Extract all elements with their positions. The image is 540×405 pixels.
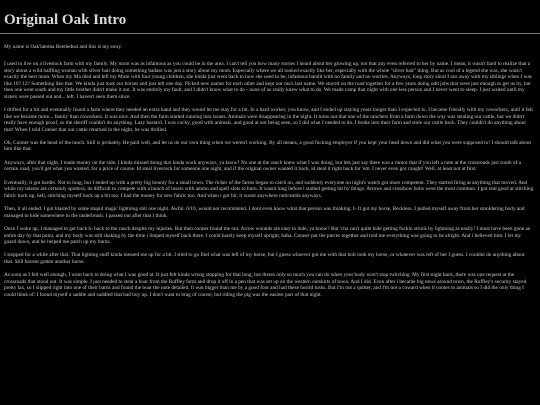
story-body [0, 34, 540, 298]
page-title: Original Oak Intro [4, 12, 127, 28]
story-paragraph: Then, it all ended. I got blasted by some stupid magic lightning shit one night. Awful. 0/10, would not recommend. I dont even know what that person was thinking. I- It got my horse, Reckless. I pulled myself away from her smoldering body and managed to hide somewhere in the underbrush. I passed out after that I think. [4, 206, 525, 219]
story-paragraph: I drifted for a bit and eventually found a farm where they needed an extra hand and they would let me stay for a bit. In a hard worker, you know, and I ended up staying years longer than I expected to. I became friendly with my coworkers, until it felt like we became more... family than coworkers. It was nice. And then the farm started running into issues. Animals were disappearing in the night. It turns out that one of the ranchers from a farm down the way was stealing our cattle, but we didn't really have enough proof, so the sheriff couldn't do anything. Lazy bastard. I was cocky, good with animals, and good at not being seen, so I did what I needed to do. I broke into their farm and stole our cattle back. They couldn't do anything about that! When I told Conner that our cattle returned in the night, he was thrilled. [4, 107, 533, 133]
story-paragraph: I used to live on a livestock farm with my family. My mom was as infamous as you could be in the area. I can't tell you how many stories I heard about her growing up, not that any even referred to her by name. I mean, it wasn't hard to realize that a story about a wild halfling woman with silver hair doing something badass was just a story about my mom. Especially where we all looked exactly like her, especially with the whole "silver hair" thing. But as cool of a legend she was, she wasn't exactly the best mom. When my Ma died and left my Mom with four young children, she kinda just went back to how she used to be, infamous bandit with no family and no worries. Anyways, long story short I ran away with my siblings when I was like 10? 12? Something like that. We kinda just took our horses and just left one day. Picked new names for each other and kept our ma's last name. We stayed on the road together for a few years doing odd jobs that were just enough to get us by, but then one went south and my little brother didn't make it out. It was entirely my fault, and I didn't know what to do - none of us really knew what to do. We made camp that night with one less person and I never went to sleep. I just waited until my sisters were passed out and... left. I haven't seen them since. [4, 61, 532, 100]
story-paragraph: Eventually, it got harder. Not to brag, but I ended up with a pretty big bounty for a small town. The richer of the farms began to catch on, and suddenly everyone on night's watch got more competent. They started firing at anything that moved. And while my talents are certainly spotless, its difficult to compete with a bunch of losers with ammo and spell slots to burn. It wasnt long before i started getting hit by things. Arrows and crossbow bolts were the most common. I got real good at stitching fabric back up, hell, stitching myself back up a bit too. I had the money for new fabric too. And when i got hit, it wasnt anywhere noticeable anyways. [4, 179, 534, 199]
story-paragraph: Oh, Conner was the head of the ranch. Still is probably. He paid well, and let us do our own thing when we weren't working. By all means, a good fucking employer if you kept your head down and did what you were supposed to! I should talk about him like that. [4, 139, 531, 153]
story-paragraph: Once I woke up, I managed to get back h- back to the ranch despite my injuries. But then conner found me out. Arrow wounds are easy to hide, ya know? But 'cha can't quite hide getting fuckin struck by lightning as easily! I must have been gone an entire day by that point, and my body was still shaking by the time i limped myself back there. I could barely keep myself upright, haha. Conner put the pieces together and told me everything was going to be alright. And i believed him. I let my guard down, and he helped me patch up my burns. [4, 226, 531, 245]
story-paragraph: Anyways, after that night, I made money on the side. I kinda missed doing that kinda work anyways, ya know? No one at the ranch knew what I was doing, but lets just say there was a rumor that if you left a note at the crossroads just south of a certain road, you'd get what you wanted, for a price of course. Id steal livestock for someone one night, and if the original owner wanted it back, id steal it right back for 'em. I never even got caught! Well, at least not at first. [4, 159, 522, 173]
story-paragraph: I stopped for a while after that. That lighting stuff kinda messed me up for a bit. I tried to go find what was left of my horse, but I guess whoever got me with that bolt took my horse, or whatever was left of her I guess. I couldnt do anything about that. Still havent gotten another horse. [4, 252, 525, 265]
intro-paragraph: My name is Oak'latoma Beetledust and this is my story. [4, 44, 123, 50]
story-paragraph: As soon as I felt well enough, I went back to doing what I was good at. It just felt kinda wrong stopping for that long, but theres only so much you can do when your body won't stop twitching. My first night back, there was one request at the crossroads that stood out. It was simple. I just needed to steal a boar from the Ruffley farm and drop it off in a pen that was set up on the western outskirts of town. And I did. Even after i became big news around town, the Ruffley's security stayed pretty lax, so I slipped right into one of their barns and found the boar the note detailed. It was bigger than me by a good foot and had these horrid tusks. But I'm not a quitter, and I'm not a coward when it comes to animals so I did the only thing I could think of: I found myself a saddle and saddled that bad boy up. I don't want to brag of course, but riding the pig was the easiest part of that night. [4, 272, 527, 298]
